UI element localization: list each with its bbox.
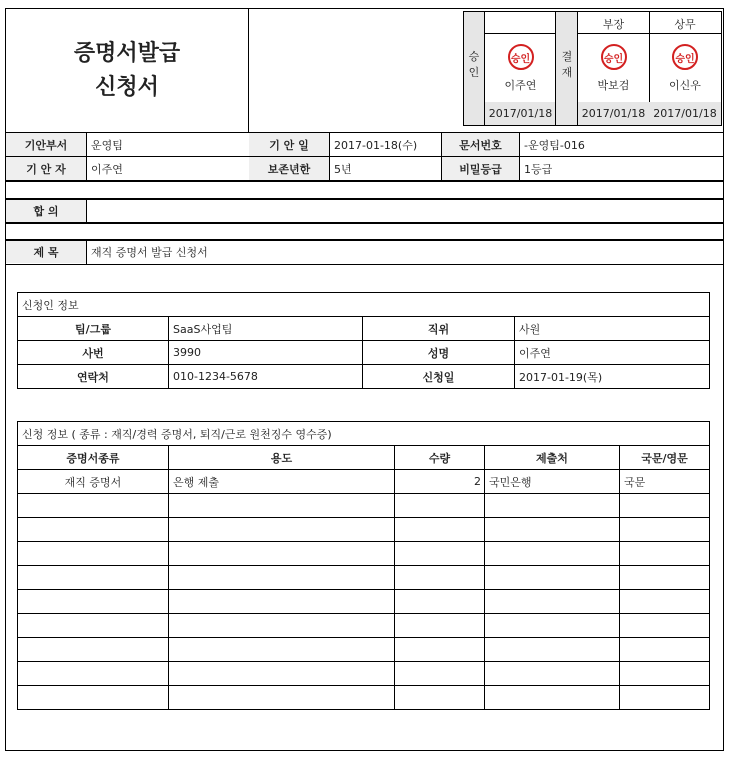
- table-cell: [18, 686, 168, 709]
- dept-value: 운영팀: [91, 138, 123, 152]
- table-cell: [485, 614, 619, 637]
- column-header-quantity: 수량: [428, 451, 451, 465]
- table-cell: [620, 590, 709, 613]
- security-label: 비밀등급: [442, 157, 519, 180]
- application-date-label: 신청일: [422, 370, 455, 384]
- table-cell: [18, 518, 168, 541]
- contact-label: 연락처: [77, 370, 109, 384]
- column-header-language: 국문/영문: [641, 451, 688, 465]
- table-cell: [169, 494, 394, 517]
- approval-label: 승 인: [468, 50, 480, 79]
- table-cell: [485, 590, 619, 613]
- table-cell: [18, 494, 168, 517]
- column-header-recipient: 제출처: [536, 451, 568, 465]
- column-header-purpose: 용도: [270, 451, 293, 465]
- name-value: 이주연: [519, 346, 551, 360]
- table-cell: [395, 566, 484, 589]
- table-cell: [18, 542, 168, 565]
- document-title: [6, 9, 248, 132]
- retention-value: 5년: [334, 162, 352, 176]
- title-line1: 증명서발급: [73, 40, 181, 66]
- approver-name: 이주연: [504, 79, 537, 92]
- table-cell: [485, 566, 619, 589]
- table-cell: [620, 494, 709, 517]
- table-cell: [169, 662, 394, 685]
- team-label: 팀/그룹: [75, 322, 111, 336]
- table-cell: [620, 662, 709, 685]
- position-label: 직위: [427, 322, 450, 336]
- security-value: 1등급: [524, 162, 553, 176]
- column-header-type: 증명서종류: [66, 451, 120, 465]
- table-cell: [620, 518, 709, 541]
- table-cell: [620, 542, 709, 565]
- team-value: SaaS사업팀: [173, 322, 233, 336]
- approval-signature-2: [578, 44, 649, 93]
- table-cell: [395, 638, 484, 661]
- doc-number-label: 문서번호: [442, 133, 519, 156]
- request-heading: 신청 정보 ( 종류 : 재직/경력 증명서, 퇴직/근로 원천징수 영수증): [22, 427, 332, 441]
- table-cell: [485, 638, 619, 661]
- approved-stamp-icon: 승인: [508, 44, 534, 70]
- table-cell: 은행 제출: [173, 475, 220, 489]
- employee-number-label: 사번: [82, 346, 104, 360]
- table-cell: 국민은행: [489, 475, 532, 489]
- table-cell: [18, 590, 168, 613]
- draft-date-label: 기 안 일: [249, 133, 329, 156]
- table-cell: [169, 686, 394, 709]
- approval-date-2: 2017/01/18: [581, 107, 646, 120]
- role-label-2: 상무: [674, 18, 696, 31]
- position-value: 사원: [519, 322, 541, 336]
- table-cell: [620, 614, 709, 637]
- contact-value: 010-1234-5678: [173, 370, 258, 383]
- table-cell: [485, 518, 619, 541]
- approved-stamp-icon: 승인: [672, 44, 698, 70]
- table-cell: [395, 542, 484, 565]
- table-cell: [620, 566, 709, 589]
- table-cell: [169, 518, 394, 541]
- table-cell: [169, 638, 394, 661]
- approval-date-3: 2017/01/18: [653, 107, 717, 120]
- approval-signature-3: [649, 44, 721, 93]
- table-cell: [395, 494, 484, 517]
- table-cell: [169, 590, 394, 613]
- employee-number-value: 3990: [173, 346, 201, 359]
- table-cell: [169, 542, 394, 565]
- table-cell: [485, 542, 619, 565]
- agreement-label: 합 의: [6, 200, 86, 222]
- table-cell: [18, 566, 168, 589]
- dept-label: 기안부서: [6, 133, 86, 156]
- drafter-label: 기 안 자: [6, 157, 86, 180]
- title-line2: 신청서: [95, 74, 159, 100]
- table-cell: [485, 662, 619, 685]
- table-cell: [620, 638, 709, 661]
- table-cell: [169, 566, 394, 589]
- doc-number-value: -운영팀-016: [524, 138, 585, 152]
- settlement-label: 결 재: [561, 50, 573, 79]
- table-cell: [18, 662, 168, 685]
- application-date-value: 2017-01-19(목): [519, 370, 603, 384]
- table-cell: [169, 614, 394, 637]
- approver-name: 박보검: [597, 79, 630, 92]
- subject-value: 재직 증명서 발급 신청서: [91, 246, 208, 259]
- subject-label: 제 목: [6, 241, 86, 263]
- table-cell: 재직 증명서: [64, 475, 122, 489]
- table-cell: [18, 614, 168, 637]
- table-cell: 2: [474, 475, 481, 488]
- drafter-value: 이주연: [91, 162, 123, 176]
- table-cell: [485, 686, 619, 709]
- table-cell: [395, 518, 484, 541]
- certificate-request-form: [5, 8, 724, 751]
- table-cell: [485, 494, 619, 517]
- table-cell: [395, 662, 484, 685]
- table-cell: 국문: [624, 475, 646, 489]
- retention-label: 보존년한: [249, 157, 329, 180]
- table-cell: [395, 686, 484, 709]
- table-cell: [395, 590, 484, 613]
- approval-signature-1: [485, 44, 556, 93]
- role-label-1: 부장: [602, 18, 625, 31]
- approval-date-1: 2017/01/18: [488, 107, 553, 120]
- draft-date-value: 2017-01-18(수): [334, 138, 418, 152]
- table-cell: [18, 638, 168, 661]
- approved-stamp-icon: 승인: [601, 44, 627, 70]
- table-cell: [620, 686, 709, 709]
- approver-name: 이신우: [669, 79, 701, 92]
- applicant-heading: 신청인 정보: [22, 298, 79, 312]
- table-cell: [395, 614, 484, 637]
- name-label: 성명: [427, 346, 450, 360]
